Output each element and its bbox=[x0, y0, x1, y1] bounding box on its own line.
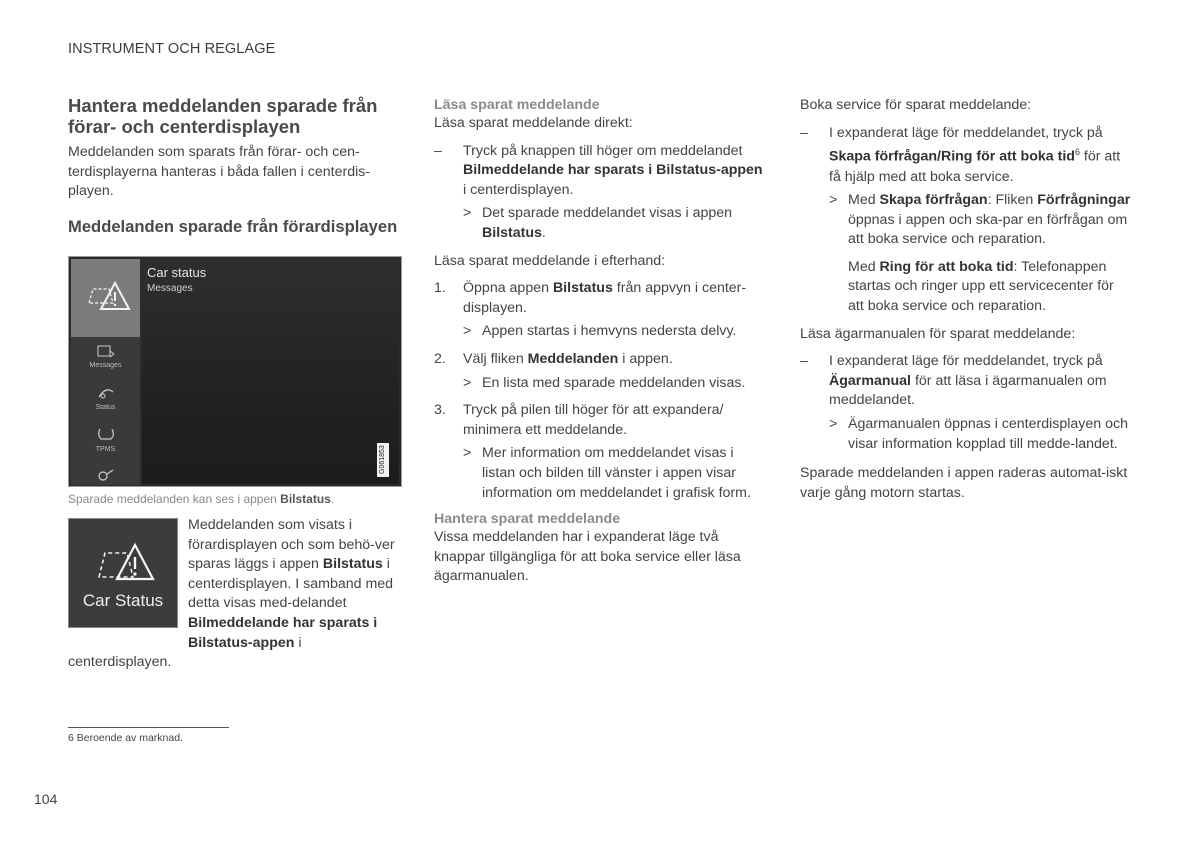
result-item: > Ägarmanualen öppnas i centerdisplayen och visar information kopplad till medde-landet. bbox=[829, 416, 1128, 452]
nav-label-status: Status bbox=[95, 404, 116, 411]
stored-messages-paragraph: Meddelanden som visats i förardisplayen och som behö-ver sparas läggs i appen Bilstatus i centerdisplayen. I samband med detta visas med-delandet Bilmeddelande har sparats i Bilstatus-appen i bbox=[188, 517, 395, 651]
screen-title: Car status bbox=[147, 265, 207, 280]
column-middle bbox=[434, 96, 766, 587]
status-icon bbox=[97, 386, 115, 400]
result-item: > Mer information om meddelandet visas i listan och bilden till vänster i appen visar information om meddelandet i grafisk form. bbox=[463, 445, 751, 501]
read-direct-intro: Läsa sparat meddelande direkt: bbox=[434, 115, 633, 131]
page-number: 104 bbox=[34, 791, 58, 807]
car-status-screenshot bbox=[68, 256, 402, 487]
tpms-icon bbox=[97, 427, 115, 441]
step-1: 1. Öppna appen Bilstatus från appvyn i center-displayen. bbox=[434, 280, 747, 316]
figure-code: G061853 bbox=[377, 443, 389, 477]
stored-messages-paragraph-end: centerdisplayen. bbox=[68, 654, 172, 670]
result-item: > En lista med sparade meddelanden visas. bbox=[463, 374, 746, 391]
manage-paragraph: Vissa meddelanden har i expanderat läge två knappar tillgängliga för att boka service eller läsa ägarmanualen. bbox=[434, 529, 741, 585]
service-icon bbox=[97, 468, 115, 482]
owners-manual-intro: Läsa ägarmanualen för sparat meddelande: bbox=[800, 325, 1076, 342]
list-item: – I expanderat läge för meddelandet, tryck på Ägarmanual för att läsa i ägarmanualen om meddelandet. bbox=[800, 353, 1107, 409]
nav-label-messages: Messages bbox=[89, 362, 122, 369]
column-right bbox=[800, 96, 1132, 503]
car-warning-icon bbox=[71, 259, 140, 337]
figure-caption: Sparade meddelanden kan ses i appen Bilstatus. bbox=[68, 492, 335, 506]
result-item: > Appen startas i hemvyns nedersta delvy. bbox=[463, 323, 737, 340]
list-item: – I expanderat läge för meddelandet, tryck på Skapa förfrågan/Ring för att boka tid$^6$ för att få hjälp med att boka service. bbox=[800, 124, 1121, 185]
erase-paragraph: Sparade meddelanden i appen raderas automat-iskt varje gång motorn startas. bbox=[800, 465, 1128, 501]
footnote: 6 Beroende av marknad. bbox=[68, 732, 183, 744]
section-header: INSTRUMENT OCH REGLAGE bbox=[68, 41, 276, 57]
screen-subtitle: Messages bbox=[147, 283, 193, 294]
result-item-continued: Med Ring för att boka tid: Telefonappen startas och ringer upp ett servicecenter för att boka service och reparation. bbox=[848, 258, 1114, 315]
read-after-intro: Läsa sparat meddelande i efterhand: bbox=[434, 252, 666, 269]
list-item: – Tryck på knappen till höger om meddelandet Bilmeddelande har sparats i Bilstatus-appen i centerdisplayen. bbox=[434, 142, 763, 198]
result-item: > Det sparade meddelandet visas i appen Bilstatus. bbox=[463, 205, 733, 241]
footnote-divider bbox=[68, 727, 229, 728]
subheading-driver-display: Meddelanden sparade från förardisplayen bbox=[68, 216, 398, 236]
heading-manage-message: Hantera sparat meddelande bbox=[434, 511, 621, 528]
messages-icon bbox=[97, 345, 115, 359]
nav-label-tpms: TPMS bbox=[95, 446, 116, 453]
car-status-app-tile bbox=[68, 518, 178, 628]
step-2: 2. Välj fliken Meddelanden i appen. bbox=[434, 350, 673, 367]
screen-selected-tile bbox=[71, 259, 140, 337]
book-service-intro: Boka service för sparat meddelande: bbox=[800, 97, 1032, 113]
main-heading: Hantera meddelanden sparade från förar- och centerdisplayen bbox=[68, 95, 378, 137]
step-3: 3. Tryck på pilen till höger för att expandera/ minimera ett meddelande. bbox=[434, 402, 724, 438]
heading-read-message: Läsa sparat meddelande bbox=[434, 97, 600, 113]
car-warning-icon bbox=[93, 539, 155, 583]
car-status-label: Car Status bbox=[82, 591, 164, 610]
intro-paragraph: Meddelanden som sparats från förar- och cen-terdisplayerna hanteras i båda fallen i centerdis-playen. bbox=[68, 144, 371, 200]
result-item: > Med Skapa förfrågan: Fliken Förfrågningar öppnas i appen och ska-par en förfrågan om att boka service och reparation. bbox=[829, 192, 1131, 248]
column-left bbox=[68, 96, 400, 237]
